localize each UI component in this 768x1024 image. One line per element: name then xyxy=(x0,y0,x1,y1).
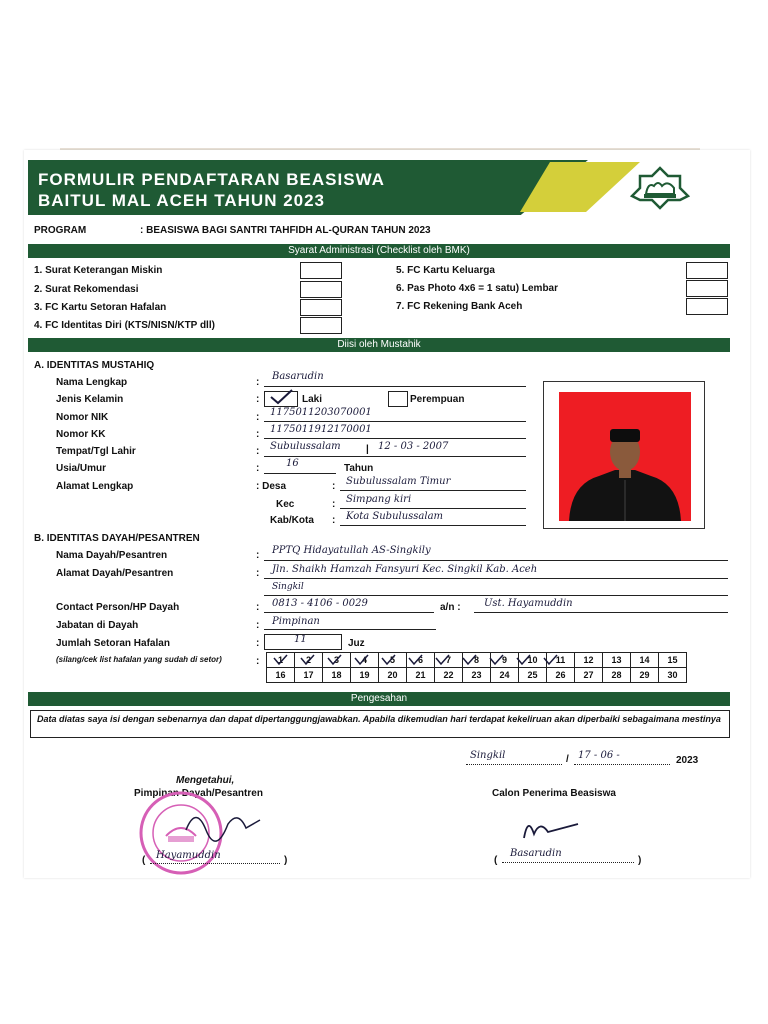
close-paren: ) xyxy=(638,855,642,866)
pimpinan-label: Pimpinan Dayah/Pesantren xyxy=(134,788,263,799)
baitul-mal-logo-icon xyxy=(628,166,692,210)
underline xyxy=(264,421,526,422)
form-title-line2: BAITUL MAL ACEH TAHUN 2023 xyxy=(38,191,326,210)
value-setoran: 11 xyxy=(294,634,307,645)
juz-cell[interactable]: 1 xyxy=(267,653,295,668)
label-tahun: Tahun xyxy=(344,463,374,474)
colon: : xyxy=(256,429,260,440)
underline xyxy=(264,456,526,457)
juz-cell[interactable]: 28 xyxy=(603,668,631,683)
req-item-1: 1. Surat Keterangan Miskin xyxy=(34,265,163,276)
underline xyxy=(264,595,728,596)
label-ttl: Tempat/Tgl Lahir xyxy=(56,446,136,457)
juz-cell[interactable]: 8 xyxy=(463,653,491,668)
value-nama-dayah: PPTQ Hidayatullah AS-Singkily xyxy=(272,545,431,556)
value-usia: 16 xyxy=(286,458,299,469)
juz-cell[interactable]: 19 xyxy=(351,668,379,683)
juz-checkmarks-icon xyxy=(266,652,596,668)
colon: : xyxy=(332,515,336,526)
juz-cell[interactable]: 5 xyxy=(379,653,407,668)
juz-cell[interactable]: 13 xyxy=(603,653,631,668)
underline xyxy=(340,490,526,491)
value-tempat-lahir: Subulussalam xyxy=(270,441,341,452)
underline xyxy=(264,560,728,561)
req-item-3: 3. FC Kartu Setoran Hafalan xyxy=(34,302,167,313)
juz-cell[interactable]: 17 xyxy=(295,668,323,683)
juz-cell[interactable]: 23 xyxy=(463,668,491,683)
label-hafalan-note: (silang/cek list hafalan yang sudah di setor) xyxy=(56,655,222,664)
colon: : xyxy=(256,568,260,579)
juz-cell[interactable]: 27 xyxy=(575,668,603,683)
juz-cell[interactable]: 4 xyxy=(351,653,379,668)
juz-cell[interactable]: 26 xyxy=(547,668,575,683)
colon: : xyxy=(332,499,336,510)
underline xyxy=(340,525,526,526)
section-a-title: A. IDENTITAS MUSTAHIQ xyxy=(34,360,155,371)
applicant-photo xyxy=(559,392,691,521)
colon: : xyxy=(256,638,260,649)
juz-cell[interactable]: 11 xyxy=(547,653,575,668)
juz-cell[interactable]: 22 xyxy=(435,668,463,683)
label-kab: Kab/Kota xyxy=(270,515,314,526)
value-desa: Subulussalam Timur xyxy=(346,476,451,487)
colon: : xyxy=(256,377,260,388)
colon: : xyxy=(256,412,260,423)
signature-place: Singkil xyxy=(470,750,506,761)
value-alamat-dayah-2: Singkil xyxy=(272,582,304,592)
underline xyxy=(574,764,670,765)
value-nama: Basarudin xyxy=(272,371,324,382)
req-checkbox-3[interactable] xyxy=(300,299,342,316)
calon-signature-icon xyxy=(518,812,588,846)
juz-cell[interactable]: 18 xyxy=(323,668,351,683)
value-tgl-lahir: 12 - 03 - 2007 xyxy=(378,441,449,452)
colon: : xyxy=(332,481,336,492)
label-laki: Laki xyxy=(302,394,323,405)
colon: : xyxy=(256,602,260,613)
juz-cell[interactable]: 12 xyxy=(575,653,603,668)
label-nik: Nomor NIK xyxy=(56,412,109,423)
colon: : xyxy=(256,620,260,631)
label-jenis-kelamin: Jenis Kelamin xyxy=(56,394,124,405)
calon-label: Calon Penerima Beasiswa xyxy=(492,788,616,799)
req-checkbox-5[interactable] xyxy=(686,262,728,279)
juz-cell[interactable]: 25 xyxy=(519,668,547,683)
requirements-bar: Syarat Administrasi (Checklist oleh BMK) xyxy=(28,244,730,258)
label-setoran: Jumlah Setoran Hafalan xyxy=(56,638,170,649)
juz-cell[interactable]: 16 xyxy=(267,668,295,683)
underline xyxy=(264,629,436,630)
juz-cell[interactable]: 30 xyxy=(659,668,687,683)
label-juz: Juz xyxy=(348,638,365,649)
colon: : xyxy=(256,656,260,667)
open-paren: ( xyxy=(494,855,498,866)
value-kab: Kota Subulussalam xyxy=(346,511,444,522)
checkbox-perempuan[interactable] xyxy=(388,391,408,407)
juz-cell[interactable]: 15 xyxy=(659,653,687,668)
req-item-4: 4. FC Identitas Diri (KTS/NISN/KTP dll) xyxy=(34,320,215,331)
close-paren: ) xyxy=(284,855,288,866)
divider: | xyxy=(366,444,369,455)
value-nik: 1175011203070001 xyxy=(270,407,372,418)
underline xyxy=(474,612,728,613)
label-atas-nama: a/n : xyxy=(440,602,461,613)
label-kk: Nomor KK xyxy=(56,429,106,440)
juz-cell[interactable]: 29 xyxy=(631,668,659,683)
req-item-2: 2. Surat Rekomendasi xyxy=(34,284,139,295)
declaration-statement: Data diatas saya isi dengan sebenarnya dan dapat dipertanggungjawabkan. Apabila dikemudian hari terdapat kekeliruan akan diperbaiki sebagaimana mestinya xyxy=(30,710,730,738)
juz-cell[interactable]: 10 xyxy=(519,653,547,668)
section-b-title: B. IDENTITAS DAYAH/PESANTREN xyxy=(34,533,200,544)
value-kec: Simpang kiri xyxy=(346,494,412,505)
colon: : xyxy=(256,446,260,457)
program-value: : BEASISWA BAGI SANTRI TAHFIDH AL-QURAN TAHUN 2023 xyxy=(140,225,431,236)
label-nama: Nama Lengkap xyxy=(56,377,128,388)
value-alamat-dayah-1: Jln. Shaikh Hamzah Fansyuri Kec. Singkil Kab. Aceh xyxy=(272,564,538,575)
value-contact-person: 0813 - 4106 - 0029 xyxy=(272,598,368,609)
req-checkbox-2[interactable] xyxy=(300,281,342,298)
req-item-7: 7. FC Rekening Bank Aceh xyxy=(396,301,523,312)
req-item-6: 6. Pas Photo 4x6 = 1 satu) Lembar xyxy=(396,283,559,294)
open-paren: ( xyxy=(142,855,146,866)
label-kec: Kec xyxy=(276,499,295,510)
juz-cell[interactable]: 9 xyxy=(491,653,519,668)
underline xyxy=(264,438,526,439)
colon: : xyxy=(256,463,260,474)
label-usia: Usia/Umur xyxy=(56,463,107,474)
value-jabatan: Pimpinan xyxy=(272,616,320,627)
juz-cell[interactable]: 20 xyxy=(379,668,407,683)
program-label: PROGRAM xyxy=(34,225,87,236)
signature-year: 2023 xyxy=(676,755,699,766)
label-jabatan: Jabatan di Dayah xyxy=(56,620,139,631)
underline xyxy=(466,764,562,765)
juz-cell[interactable]: 24 xyxy=(491,668,519,683)
req-checkbox-7[interactable] xyxy=(686,298,728,315)
value-kk: 1175011912170001 xyxy=(270,424,372,435)
label-perempuan: Perempuan xyxy=(410,394,465,405)
label-desa: : Desa xyxy=(256,481,287,492)
label-alamat: Alamat Lengkap xyxy=(56,481,134,492)
calon-name: Basarudin xyxy=(510,848,562,859)
underline xyxy=(264,386,526,387)
underline xyxy=(264,578,728,579)
checkmark-icon xyxy=(268,388,294,406)
label-contact-person: Contact Person/HP Dayah xyxy=(56,602,180,613)
juz-cell[interactable]: 2 xyxy=(295,653,323,668)
person-silhouette-icon xyxy=(559,392,691,521)
juz-cell[interactable]: 3 xyxy=(323,653,351,668)
req-checkbox-6[interactable] xyxy=(686,280,728,297)
req-checkbox-1[interactable] xyxy=(300,262,342,279)
slash: / xyxy=(566,754,569,765)
signature-date: 17 - 06 - xyxy=(578,750,620,761)
underline xyxy=(502,862,634,863)
filled-by-bar: Diisi oleh Mustahik xyxy=(28,338,730,352)
pimpinan-signature-icon xyxy=(176,800,266,850)
req-checkbox-4[interactable] xyxy=(300,317,342,334)
juz-cell[interactable]: 14 xyxy=(631,653,659,668)
pimpinan-name: Hayamuddin xyxy=(156,850,221,861)
req-item-5: 5. FC Kartu Keluarga xyxy=(396,265,495,276)
underline xyxy=(264,612,434,613)
underline xyxy=(150,863,280,864)
colon: : xyxy=(256,394,260,405)
juz-cell[interactable]: 6 xyxy=(407,653,435,668)
label-nama-dayah: Nama Dayah/Pesantren xyxy=(56,550,168,561)
juz-cell[interactable]: 7 xyxy=(435,653,463,668)
juz-cell[interactable]: 21 xyxy=(407,668,435,683)
form-title-line1: FORMULIR PENDAFTARAN BEASISWA xyxy=(38,170,385,189)
value-atas-nama: Ust. Hayamuddin xyxy=(484,598,573,609)
label-alamat-dayah: Alamat Dayah/Pesantren xyxy=(56,568,174,579)
colon: : xyxy=(256,550,260,561)
approval-bar: Pengesahan xyxy=(28,692,730,706)
underline xyxy=(340,508,526,509)
mengetahui-label: Mengetahui, xyxy=(176,775,235,786)
underline xyxy=(264,473,336,474)
